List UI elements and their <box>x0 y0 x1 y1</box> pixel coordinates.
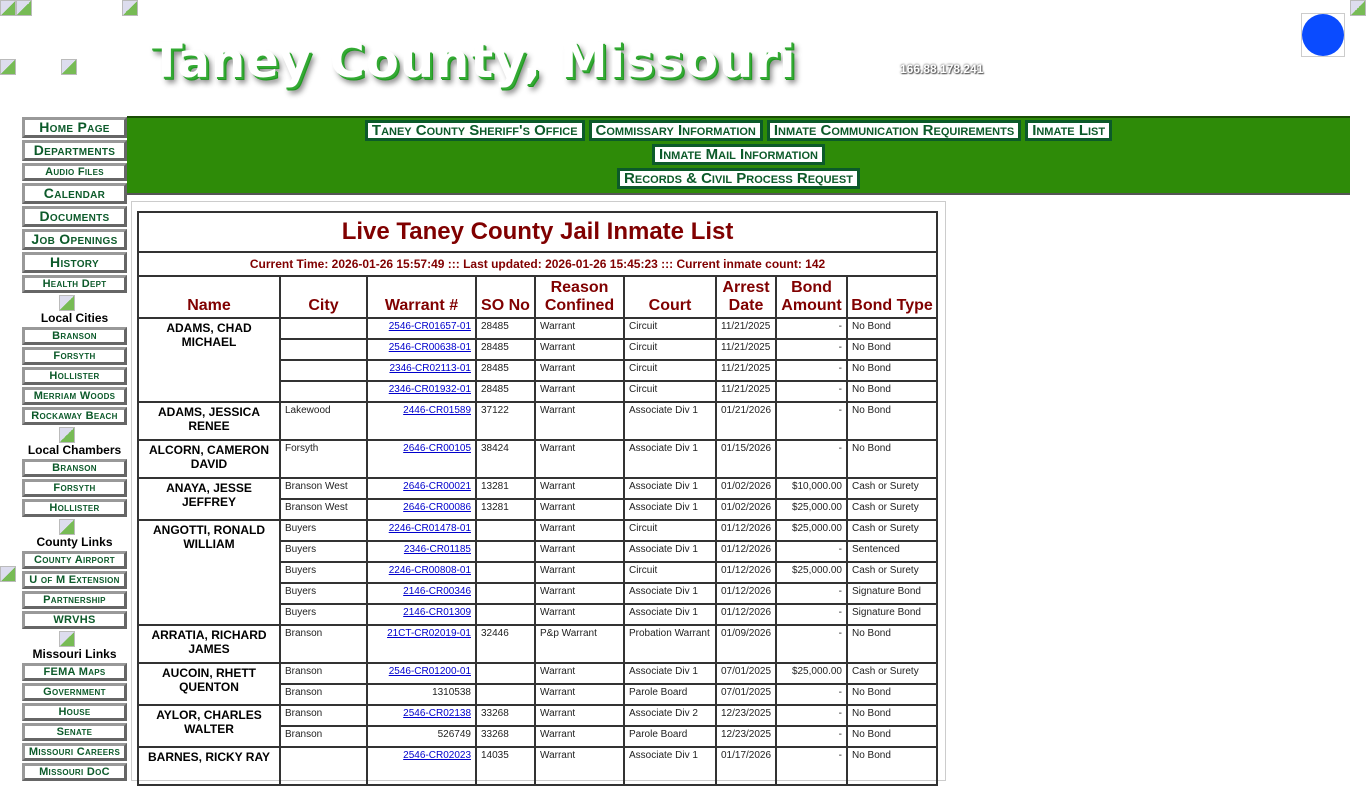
cell-court: Parole Board <box>624 684 716 705</box>
site-logo <box>150 30 796 92</box>
cell-arrest-date: 11/21/2025 <box>716 318 776 339</box>
cell-city: Branson West <box>280 478 367 499</box>
cell-city <box>280 339 367 360</box>
cell-arrest-date: 01/12/2026 <box>716 562 776 583</box>
cell-arrest-date: 01/02/2026 <box>716 478 776 499</box>
side-nav-link[interactable]: Job Openings <box>22 229 127 250</box>
side-nav-link[interactable]: Branson <box>22 459 127 477</box>
cell-arrest-date: 07/01/2025 <box>716 663 776 684</box>
cell-bond-amount: $10,000.00 <box>776 478 847 499</box>
cell-city <box>280 360 367 381</box>
cell-arrest-date: 11/21/2025 <box>716 381 776 402</box>
warrant-link[interactable]: 2246-CR01478-01 <box>388 523 471 534</box>
cell-reason: Warrant <box>535 562 624 583</box>
side-nav-link[interactable]: Home Page <box>22 117 127 138</box>
cell-bond-amount: - <box>776 339 847 360</box>
cell-bond-amount: - <box>776 747 847 785</box>
cell-bond-amount: - <box>776 541 847 562</box>
cell-arrest-date: 01/12/2026 <box>716 583 776 604</box>
cell-warrant <box>367 318 476 339</box>
cell-warrant <box>367 705 476 726</box>
cell-so-no: 38424 <box>476 440 535 478</box>
warrant-link[interactable]: 2346-CR01932-01 <box>388 384 471 395</box>
cell-warrant <box>367 583 476 604</box>
broken-image-icon <box>0 0 16 16</box>
cell-warrant <box>367 520 476 541</box>
cell-court: Associate Div 1 <box>624 747 716 785</box>
cell-city: Branson West <box>280 499 367 520</box>
cell-city: Branson <box>280 625 367 663</box>
table-row <box>138 440 937 478</box>
cell-so-no <box>476 520 535 541</box>
table-row <box>138 625 937 663</box>
cell-bond-type: Sentenced <box>847 541 937 562</box>
cell-city: Buyers <box>280 541 367 562</box>
cell-arrest-date: 01/21/2026 <box>716 402 776 440</box>
cell-reason: Warrant <box>535 339 624 360</box>
cell-bond-amount: $25,000.00 <box>776 499 847 520</box>
cell-bond-type: No Bond <box>847 747 937 785</box>
warrant-link[interactable]: 2346-CR01185 <box>403 544 471 555</box>
warrant-link[interactable]: 2546-CR00638-01 <box>388 342 471 353</box>
warrant-link[interactable]: 2546-CR02138 <box>403 708 471 719</box>
side-nav-link[interactable]: Documents <box>22 206 127 227</box>
side-nav-link[interactable]: House <box>22 703 127 721</box>
cell-reason: Warrant <box>535 604 624 625</box>
top-nav-link[interactable]: Inmate Mail Information <box>652 144 825 165</box>
side-nav-link[interactable]: Departments <box>22 140 127 161</box>
column-header: Bond Amount <box>776 276 847 318</box>
cell-court: Circuit <box>624 360 716 381</box>
side-nav-link[interactable]: Health Dept <box>22 275 127 293</box>
cell-court: Associate Div 2 <box>624 705 716 726</box>
table-row <box>138 402 937 440</box>
broken-image-icon <box>59 631 75 647</box>
table-row <box>138 478 937 499</box>
cell-reason: Warrant <box>535 318 624 339</box>
cell-reason: Warrant <box>535 381 624 402</box>
side-nav-link[interactable]: County Airport <box>22 551 127 569</box>
cell-bond-type: No Bond <box>847 726 937 747</box>
broken-image-icon <box>61 59 77 75</box>
cell-bond-type: Cash or Surety <box>847 520 937 541</box>
top-nav-row <box>127 144 1350 168</box>
cell-reason: Warrant <box>535 684 624 705</box>
table-row <box>138 705 937 726</box>
cell-city: Buyers <box>280 604 367 625</box>
cell-city: Branson <box>280 705 367 726</box>
cell-court: Associate Div 1 <box>624 402 716 440</box>
cell-so-no: 28485 <box>476 360 535 381</box>
cell-warrant <box>367 541 476 562</box>
cell-reason: P&p Warrant <box>535 625 624 663</box>
cell-court: Circuit <box>624 562 716 583</box>
cell-bond-type: Cash or Surety <box>847 478 937 499</box>
section-title-text: Local Chambers <box>27 443 122 457</box>
ip-overlay: 166.88.178.241 <box>900 62 984 76</box>
cell-city <box>280 747 367 785</box>
cell-bond-type: Signature Bond <box>847 583 937 604</box>
section-title-text: Missouri Links <box>32 647 117 661</box>
broken-image-icon <box>0 566 16 582</box>
cell-bond-type: No Bond <box>847 339 937 360</box>
cell-so-no <box>476 604 535 625</box>
side-nav-link[interactable]: Hollister <box>22 499 127 517</box>
logo-line-1: Taney County, <box>150 33 542 89</box>
cell-court: Circuit <box>624 318 716 339</box>
cell-reason: Warrant <box>535 663 624 684</box>
warrant-link[interactable]: 2146-CR01309 <box>403 607 471 618</box>
top-nav-link[interactable]: Inmate List <box>1025 120 1112 141</box>
cell-city: Branson <box>280 663 367 684</box>
cell-bond-type: No Bond <box>847 705 937 726</box>
side-nav-link[interactable]: Senate <box>22 723 127 741</box>
side-nav-link[interactable]: Missouri DoC <box>22 763 127 781</box>
side-nav-link[interactable]: Merriam Woods <box>22 387 127 405</box>
table-title: Live Taney County Jail Inmate List <box>138 212 937 252</box>
side-nav-link[interactable]: Branson <box>22 327 127 345</box>
inmate-name: ADAMS, CHAD MICHAEL <box>138 318 280 402</box>
cell-warrant <box>367 360 476 381</box>
cell-bond-amount: - <box>776 402 847 440</box>
cell-so-no: 32446 <box>476 625 535 663</box>
inmate-name: BARNES, RICKY RAY <box>138 747 280 785</box>
inmate-name: ANGOTTI, RONALD WILLIAM <box>138 520 280 625</box>
cell-reason: Warrant <box>535 705 624 726</box>
cell-so-no: 28485 <box>476 381 535 402</box>
cell-court: Associate Div 1 <box>624 663 716 684</box>
cell-bond-type: No Bond <box>847 318 937 339</box>
side-nav-link[interactable]: Forsyth <box>22 479 127 497</box>
cell-arrest-date: 01/02/2026 <box>716 499 776 520</box>
broken-image-icon <box>59 519 75 535</box>
logo-line-2: Missouri <box>559 33 797 89</box>
cell-arrest-date: 11/21/2025 <box>716 339 776 360</box>
cell-so-no: 33268 <box>476 705 535 726</box>
cell-bond-amount: $25,000.00 <box>776 562 847 583</box>
cell-bond-amount: - <box>776 583 847 604</box>
cell-warrant: 1310538 <box>367 684 476 705</box>
cell-bond-type: Cash or Surety <box>847 663 937 684</box>
cell-arrest-date: 01/09/2026 <box>716 625 776 663</box>
cell-city <box>280 318 367 339</box>
column-header: Arrest Date <box>716 276 776 318</box>
top-nav-row <box>127 120 1350 144</box>
cell-reason: Warrant <box>535 440 624 478</box>
warrant-link[interactable]: 2446-CR01589 <box>403 405 471 416</box>
column-header: City <box>280 276 367 318</box>
warrant-link[interactable]: 2246-CR00808-01 <box>388 565 471 576</box>
cell-court: Parole Board <box>624 726 716 747</box>
cell-court: Probation Warrant <box>624 625 716 663</box>
inmate-name: AYLOR, CHARLES WALTER <box>138 705 280 747</box>
column-header: SO No <box>476 276 535 318</box>
cell-so-no <box>476 583 535 604</box>
table-row <box>138 747 937 785</box>
side-nav-link[interactable]: History <box>22 252 127 273</box>
cell-city: Buyers <box>280 520 367 541</box>
warrant-link[interactable]: 2546-CR02023 <box>403 750 471 761</box>
broken-image-icon <box>59 295 75 311</box>
cell-bond-amount: - <box>776 625 847 663</box>
cell-court: Associate Div 1 <box>624 440 716 478</box>
cell-bond-type: No Bond <box>847 684 937 705</box>
cell-warrant <box>367 339 476 360</box>
cell-city: Buyers <box>280 583 367 604</box>
side-nav-link[interactable]: Rockaway Beach <box>22 407 127 425</box>
cell-warrant <box>367 440 476 478</box>
cell-bond-type: No Bond <box>847 625 937 663</box>
cell-bond-type: Cash or Surety <box>847 499 937 520</box>
cell-arrest-date: 01/12/2026 <box>716 520 776 541</box>
side-nav-section-title <box>19 519 130 551</box>
cell-so-no: 28485 <box>476 339 535 360</box>
cell-arrest-date: 12/23/2025 <box>716 726 776 747</box>
top-nav-link[interactable]: Inmate Communication Requirements <box>767 120 1021 141</box>
warrant-link[interactable]: 2546-CR01200-01 <box>388 666 471 677</box>
cell-bond-amount: - <box>776 381 847 402</box>
side-nav-link[interactable]: Hollister <box>22 367 127 385</box>
cell-reason: Warrant <box>535 583 624 604</box>
cell-warrant <box>367 604 476 625</box>
cell-so-no: 13281 <box>476 499 535 520</box>
cell-warrant <box>367 402 476 440</box>
cell-reason: Warrant <box>535 747 624 785</box>
cell-so-no: 33268 <box>476 726 535 747</box>
status-line: Current Time: 2026-01-26 15:57:49 ::: Last updated: 2026-01-26 15:45:23 ::: Current inmate count: 142 <box>138 252 937 276</box>
cell-city: Forsyth <box>280 440 367 478</box>
side-nav-link[interactable]: Forsyth <box>22 347 127 365</box>
cell-bond-amount: - <box>776 726 847 747</box>
cell-arrest-date: 01/15/2026 <box>716 440 776 478</box>
inmate-name: ANAYA, JESSE JEFFREY <box>138 478 280 520</box>
cell-court: Associate Div 1 <box>624 499 716 520</box>
inmate-name: ALCORN, CAMERON DAVID <box>138 440 280 478</box>
warrant-link[interactable]: 2646-CR00105 <box>403 443 471 454</box>
cell-warrant <box>367 499 476 520</box>
cell-so-no <box>476 684 535 705</box>
cell-warrant <box>367 625 476 663</box>
column-header: Court <box>624 276 716 318</box>
broken-image-icon <box>0 59 16 75</box>
cell-arrest-date: 01/12/2026 <box>716 604 776 625</box>
table-row <box>138 318 937 339</box>
warrant-link[interactable]: 2146-CR00346 <box>403 586 471 597</box>
cell-court: Associate Div 1 <box>624 583 716 604</box>
cell-city: Buyers <box>280 562 367 583</box>
cell-arrest-date: 01/17/2026 <box>716 747 776 785</box>
broken-image-icon <box>16 0 32 16</box>
cell-bond-amount: - <box>776 705 847 726</box>
top-nav-link[interactable]: Records & Civil Process Request <box>617 168 860 189</box>
cell-so-no: 37122 <box>476 402 535 440</box>
cell-so-no <box>476 541 535 562</box>
warrant-link[interactable]: 2546-CR01657-01 <box>388 321 471 332</box>
cell-bond-amount: - <box>776 440 847 478</box>
inmate-table <box>137 211 938 786</box>
column-header: Warrant # <box>367 276 476 318</box>
cell-court: Associate Div 1 <box>624 604 716 625</box>
cell-warrant <box>367 562 476 583</box>
cell-city: Lakewood <box>280 402 367 440</box>
cell-warrant <box>367 381 476 402</box>
cell-court: Circuit <box>624 339 716 360</box>
broken-image-icon <box>59 427 75 443</box>
cell-so-no: 28485 <box>476 318 535 339</box>
cell-reason: Warrant <box>535 726 624 747</box>
cell-warrant <box>367 747 476 785</box>
cell-bond-type: No Bond <box>847 440 937 478</box>
top-nav-link[interactable]: Taney County Sheriff's Office <box>365 120 585 141</box>
side-nav-link[interactable]: Missouri Careers <box>22 743 127 761</box>
top-nav-link[interactable]: Commissary Information <box>589 120 763 141</box>
cell-so-no <box>476 562 535 583</box>
top-nav-row <box>127 168 1350 192</box>
warrant-link[interactable]: 2346-CR02113-01 <box>389 363 471 374</box>
cell-bond-type: Cash or Surety <box>847 562 937 583</box>
cell-arrest-date: 11/21/2025 <box>716 360 776 381</box>
side-nav-section-title <box>19 295 130 327</box>
cell-bond-amount: - <box>776 684 847 705</box>
cell-arrest-date: 01/12/2026 <box>716 541 776 562</box>
side-nav <box>22 117 127 783</box>
warrant-link[interactable]: 2646-CR00021 <box>403 481 471 492</box>
cell-reason: Warrant <box>535 541 624 562</box>
cell-bond-amount: $25,000.00 <box>776 663 847 684</box>
inmate-name: AUCOIN, RHETT QUENTON <box>138 663 280 705</box>
cell-reason: Warrant <box>535 499 624 520</box>
header-row <box>138 276 937 318</box>
cell-warrant: 526749 <box>367 726 476 747</box>
side-nav-link[interactable]: FEMA Maps <box>22 663 127 681</box>
cell-warrant <box>367 478 476 499</box>
avatar-circle-icon <box>1302 14 1344 56</box>
cell-bond-amount: - <box>776 318 847 339</box>
warrant-link[interactable]: 2646-CR00086 <box>403 502 471 513</box>
side-nav-link[interactable]: WRVHS <box>22 611 127 629</box>
top-nav <box>127 120 1350 192</box>
table-row <box>138 663 937 684</box>
side-nav-section-title <box>19 427 130 459</box>
cell-city: Branson <box>280 684 367 705</box>
section-title-text: Local Cities <box>40 311 109 325</box>
cell-bond-type: No Bond <box>847 360 937 381</box>
warrant-link[interactable]: 21CT-CR02019-01 <box>387 628 471 639</box>
broken-image-icon <box>122 0 138 16</box>
broken-image-icon <box>1350 0 1366 16</box>
cell-arrest-date: 07/01/2025 <box>716 684 776 705</box>
column-header: Name <box>138 276 280 318</box>
cell-court: Circuit <box>624 520 716 541</box>
inmate-name: ARRATIA, RICHARD JAMES <box>138 625 280 663</box>
cell-court: Associate Div 1 <box>624 478 716 499</box>
cell-bond-amount: $25,000.00 <box>776 520 847 541</box>
cell-arrest-date: 12/23/2025 <box>716 705 776 726</box>
cell-reason: Warrant <box>535 360 624 381</box>
cell-so-no: 13281 <box>476 478 535 499</box>
cell-bond-amount: - <box>776 604 847 625</box>
cell-reason: Warrant <box>535 402 624 440</box>
side-nav-section-title <box>19 631 130 663</box>
side-nav-link[interactable]: U of M Extension <box>22 571 127 589</box>
cell-warrant <box>367 663 476 684</box>
section-title-text: County Links <box>36 535 113 549</box>
side-nav-link[interactable]: Calendar <box>22 183 127 204</box>
cell-so-no <box>476 663 535 684</box>
cell-so-no: 14035 <box>476 747 535 785</box>
cell-city <box>280 381 367 402</box>
column-header: Reason Confined <box>535 276 624 318</box>
cell-bond-type: Signature Bond <box>847 604 937 625</box>
side-nav-link[interactable]: Government <box>22 683 127 701</box>
cell-reason: Warrant <box>535 478 624 499</box>
side-nav-link[interactable]: Partnership <box>22 591 127 609</box>
table-row <box>138 520 937 541</box>
cell-bond-amount: - <box>776 360 847 381</box>
side-nav-link[interactable]: Audio Files <box>22 163 127 181</box>
column-header: Bond Type <box>847 276 937 318</box>
cell-court: Circuit <box>624 381 716 402</box>
cell-reason: Warrant <box>535 520 624 541</box>
cell-bond-type: No Bond <box>847 402 937 440</box>
cell-bond-type: No Bond <box>847 381 937 402</box>
avatar[interactable] <box>1301 13 1345 57</box>
cell-court: Associate Div 1 <box>624 541 716 562</box>
inmate-name: ADAMS, JESSICA RENEE <box>138 402 280 440</box>
cell-city: Branson <box>280 726 367 747</box>
